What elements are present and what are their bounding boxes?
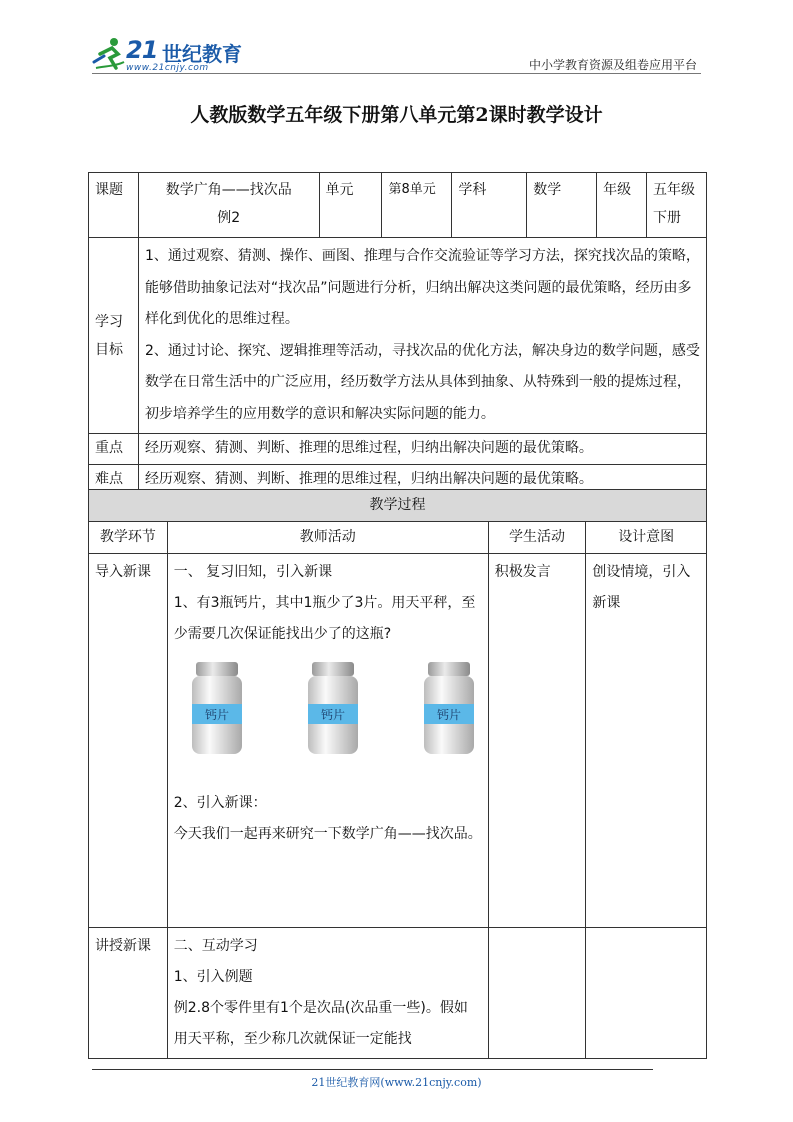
goals-content (138, 238, 706, 434)
calcium-bottle-icon (300, 660, 366, 756)
process-title: 教学过程 (89, 490, 707, 522)
site-logo (92, 34, 242, 74)
bottle-label: 钙片 (320, 708, 345, 722)
intro-new-lesson: 2、引入新课： (173, 795, 267, 811)
subject-label: 学科 (452, 173, 527, 238)
platform-name: 中小学教育资源及组卷应用平台 (528, 58, 697, 72)
topic-value (138, 173, 319, 238)
footer-divider (92, 1069, 653, 1070)
teach-subheading: 1、引入例题 (173, 969, 253, 985)
lesson-info-table (88, 172, 707, 496)
unit-value: 第8单元 (382, 173, 452, 238)
topic-label: 课题 (89, 173, 139, 238)
col-intent: 设计意图 (586, 522, 707, 554)
intro-question: 1、有3瓶钙片，其中1瓶少了3片。用天平秤，至少需要几次保证能找出少了的这瓶? (173, 595, 476, 642)
intent-intro: 创设情境，引入新课 (586, 554, 707, 928)
bottle-images (174, 650, 482, 776)
grade-value: 五年级下册 (647, 173, 707, 238)
runner-logo-icon (92, 36, 126, 72)
goals-label: 学习目标 (89, 238, 139, 434)
stage-teach: 讲授新课 (89, 928, 168, 1059)
col-stage: 教学环节 (89, 522, 168, 554)
difficulty-label: 难点 (89, 465, 139, 496)
topic-line-1: 数学广角——找次品 (165, 182, 292, 198)
col-student: 学生活动 (488, 522, 586, 554)
stage-intro: 导入新课 (89, 554, 168, 928)
student-intro: 积极发言 (488, 554, 586, 928)
header-divider (92, 73, 701, 74)
focus-label: 重点 (89, 434, 139, 465)
teach-heading: 二、互动学习 (173, 938, 258, 954)
calcium-bottle-icon (184, 660, 250, 756)
logo-number: 21 (126, 36, 158, 64)
student-teach (488, 928, 586, 1059)
focus-text: 经历观察、猜测、判断、推理的思维过程，归纳出解决问题的最优策略。 (138, 434, 706, 465)
table-row (89, 554, 707, 928)
table-row (89, 928, 707, 1059)
unit-label: 单元 (319, 173, 382, 238)
bottle-label: 钙片 (204, 708, 229, 722)
logo-url: www.21cnjy.com (126, 63, 209, 73)
goal-1: 1、通过观察、猜测、操作、画图、推理与合作交流验证等学习方法，探究找次品的策略，能够借助抽象记法对“找次品”问题进行分析，归纳出解决这类问题的最优策略，经历由多样化到优化的思维过程。 (144, 248, 700, 327)
teaching-process-table (88, 489, 707, 1059)
goal-2: 2、通过讨论、探究、逻辑推理等活动，寻找次品的优化方法，解决身边的数学问题，感受数学在日常生活中的广泛应用，经历数学方法从具体到抽象、从特殊到一般的提炼过程，初步培养学生的应用数学的意识和解决实际问题的能力。 (144, 342, 700, 422)
calcium-bottle-icon (416, 660, 482, 756)
grade-label: 年级 (597, 173, 647, 238)
intent-teach (586, 928, 707, 1059)
col-teacher: 教师活动 (167, 522, 488, 554)
intro-description: 今天我们一起再来研究一下数学广角——找次品。 (173, 826, 482, 842)
topic-line-2: 例2 (217, 210, 241, 226)
subject-value: 数学 (527, 173, 597, 238)
teach-example: 例2.8个零件里有1个是次品(次品重一些)。假如用天平称，至少称几次就保证一定能找 (173, 1000, 468, 1047)
difficulty-text: 经历观察、猜测、判断、推理的思维过程，归纳出解决问题的最优策略。 (138, 465, 706, 496)
logo-text: 世纪教育 (162, 42, 242, 66)
footer-text: 21世纪教育网(www.21cnjy.com) (311, 1076, 482, 1089)
document-title: 人教版数学五年级下册第八单元第2课时教学设计 (190, 104, 603, 126)
bottle-label: 钙片 (436, 708, 461, 722)
intro-heading: 一、 复习旧知，引入新课 (173, 564, 333, 580)
teacher-intro (167, 554, 488, 928)
teacher-teach (167, 928, 488, 1059)
